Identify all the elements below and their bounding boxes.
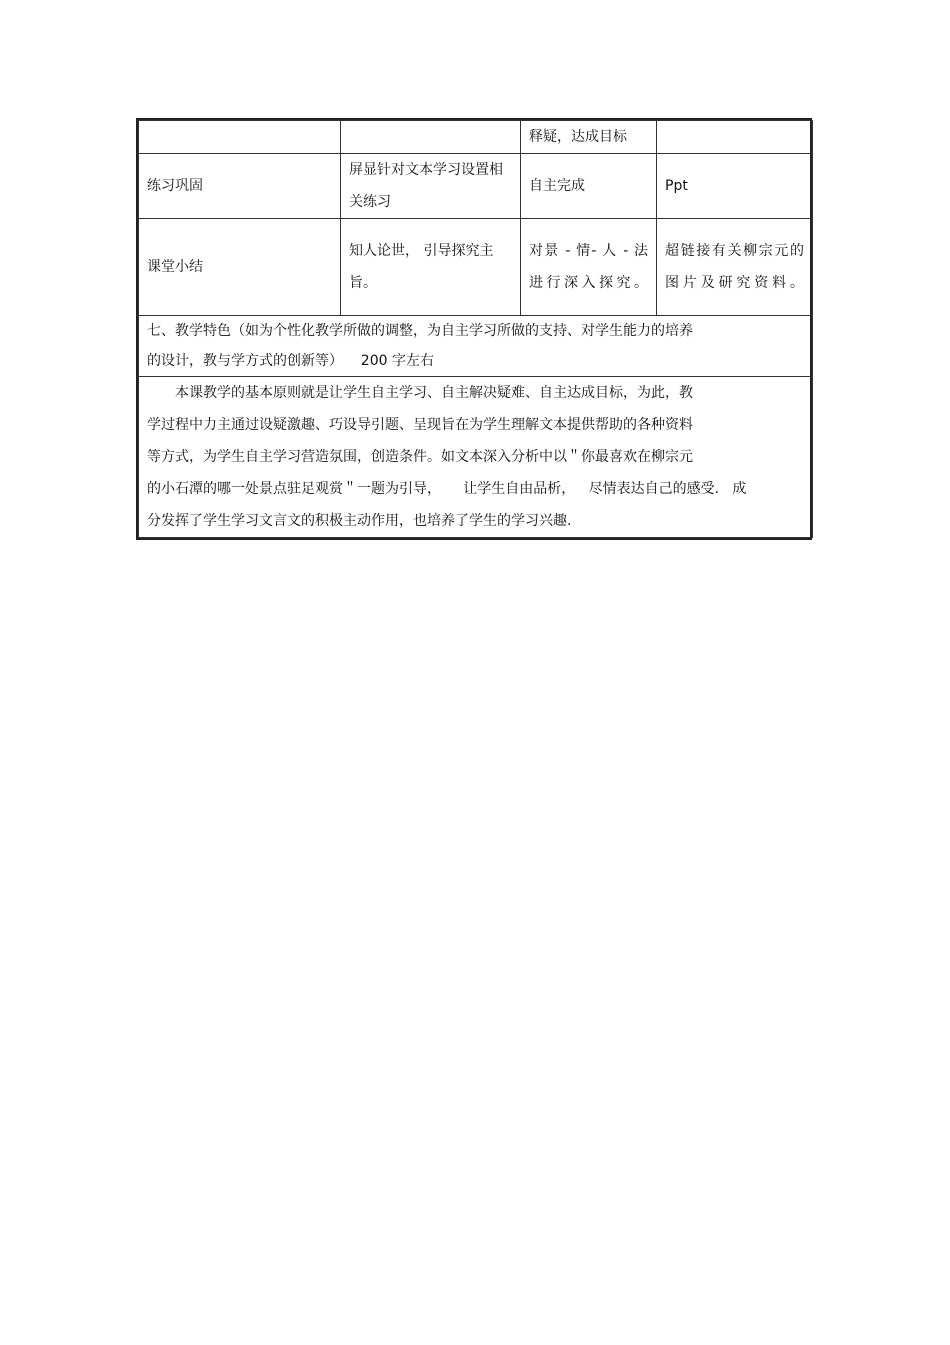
stage-cell xyxy=(139,121,341,154)
features-heading-cell xyxy=(139,316,813,377)
features-body-line: 等方式，为学生自主学习营造氛围，创造条件。如文本深入分析中以＂你最喜欢在柳宗元 xyxy=(147,449,693,465)
media-cell: Ppt xyxy=(657,154,813,219)
activity-cell: 释疑，达成目标 xyxy=(521,121,657,154)
table-row xyxy=(139,219,813,316)
media-cell: 超链接有关柳宗元的图片及研究资料。 xyxy=(657,219,813,316)
content-cell: 知人论世， 引导探究主旨。 xyxy=(341,219,521,316)
activity-cell: 自主完成 xyxy=(521,154,657,219)
table-row xyxy=(139,377,813,538)
table-row xyxy=(139,154,813,219)
table-row xyxy=(139,316,813,377)
features-body-line: 本课教学的基本原则就是让学生自主学习、自主解决疑难、自主达成目标，为此，教 xyxy=(175,385,693,401)
content-cell xyxy=(341,121,521,154)
content-cell: 屏显针对文本学习设置相关练习 xyxy=(341,154,521,219)
features-heading-line: 的设计，教与学方式的创新等） 200 字左右 xyxy=(147,353,434,369)
media-cell xyxy=(657,121,813,154)
lesson-plan-table xyxy=(138,120,813,538)
activity-cell: 对景 - 情- 人 - 法进行深入探究。 xyxy=(521,219,657,316)
features-body-line: 学过程中力主通过设疑激趣、巧设导引题、呈现旨在为学生理解文本提供帮助的各种资料 xyxy=(147,417,693,433)
stage-cell: 练习巩固 xyxy=(139,154,341,219)
features-body-line: 分发挥了学生学习文言文的积极主动作用，也培养了学生的学习兴趣. xyxy=(147,513,572,529)
table-row xyxy=(139,121,813,154)
features-heading-line: 七、教学特色（如为个性化教学所做的调整，为自主学习所做的支持、对学生能力的培养 xyxy=(147,323,693,339)
lesson-plan-sheet xyxy=(136,118,812,540)
features-body-cell xyxy=(139,377,813,538)
features-body-line: 的小石潭的哪一处景点驻足观赏＂一题为引导， 让学生自由品析， 尽情表达自己的感受. 成 xyxy=(147,481,747,497)
stage-cell: 课堂小结 xyxy=(139,219,341,316)
